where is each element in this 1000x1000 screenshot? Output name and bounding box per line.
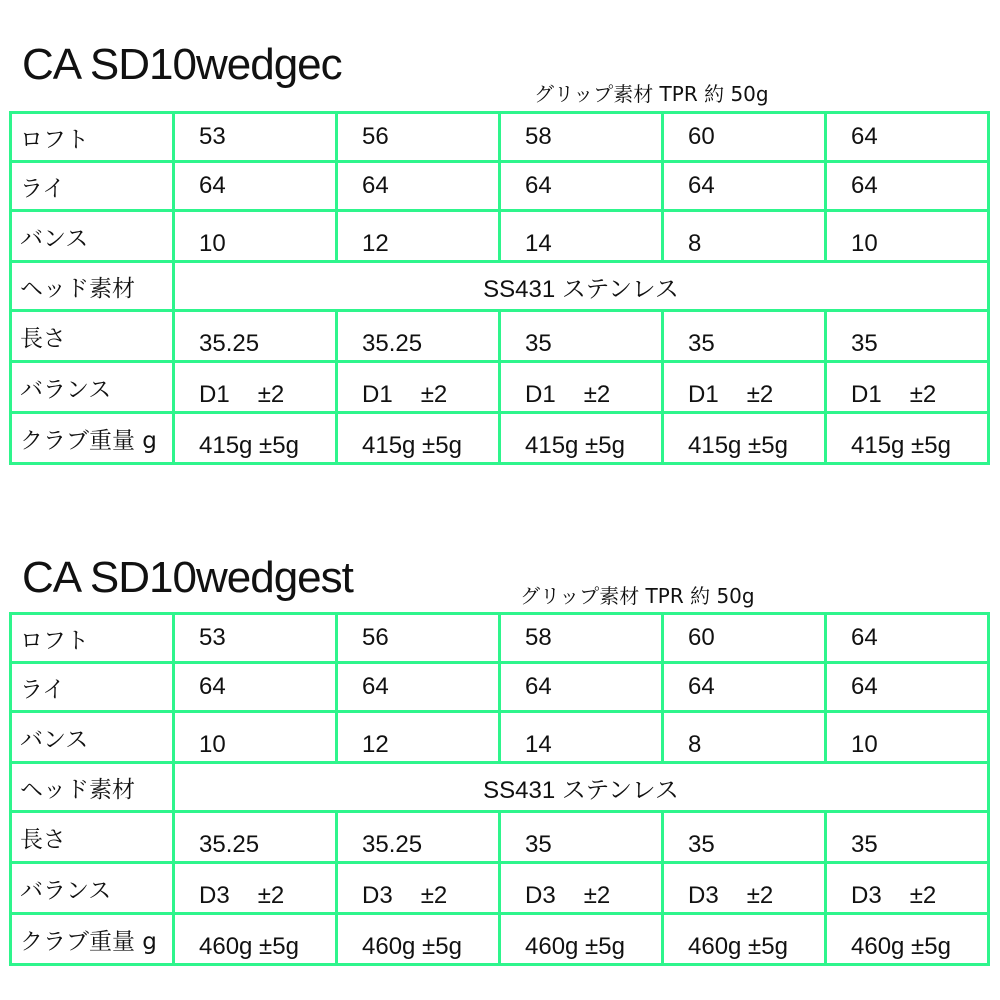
balance-tolerance: ±2 — [420, 381, 448, 408]
table-cell: 8 — [663, 712, 826, 763]
table-row-lie — [11, 663, 989, 712]
table-cell: 58 — [500, 614, 663, 663]
table-cell — [337, 362, 500, 413]
spec-table — [9, 111, 990, 465]
table-cell: 12 — [337, 211, 500, 262]
table-cell: 64 — [500, 162, 663, 211]
table-cell: 415g ±5g — [337, 413, 500, 464]
row-label: バンス — [11, 211, 174, 262]
table-row-balance — [11, 863, 989, 914]
table-cell: 64 — [663, 162, 826, 211]
balance-tolerance: ±2 — [909, 381, 937, 408]
table-cell: 10 — [174, 712, 337, 763]
table-cell: 10 — [826, 211, 989, 262]
table-cell: 64 — [826, 113, 989, 162]
grip-material-note: グリップ素材 TPR 約 50g — [520, 584, 755, 608]
table-cell — [663, 863, 826, 914]
balance-value: D3 — [851, 882, 882, 909]
table-cell: 53 — [174, 614, 337, 663]
table-cell: 35 — [500, 311, 663, 362]
row-label: クラブ重量 g — [11, 413, 174, 464]
table-cell — [174, 863, 337, 914]
table-cell: 35 — [663, 812, 826, 863]
balance-tolerance: ±2 — [909, 882, 937, 909]
table-cell: 10 — [826, 712, 989, 763]
table-cell — [500, 863, 663, 914]
balance-value: D1 — [688, 381, 719, 408]
table-cell-merged: SS431 ステンレス — [174, 262, 989, 311]
table-cell: 35.25 — [174, 311, 337, 362]
table-cell: 14 — [500, 211, 663, 262]
balance-value: D3 — [525, 882, 556, 909]
table-row-loft — [11, 113, 989, 162]
table-row-lie — [11, 162, 989, 211]
balance-tolerance: ±2 — [583, 381, 611, 408]
balance-tolerance: ±2 — [583, 882, 611, 909]
table-cell: 10 — [174, 211, 337, 262]
table-cell: 64 — [663, 663, 826, 712]
table-cell: 56 — [337, 113, 500, 162]
table-cell: 460g ±5g — [337, 914, 500, 965]
table-cell: 35.25 — [337, 311, 500, 362]
table-cell: 415g ±5g — [826, 413, 989, 464]
table-cell: 415g ±5g — [500, 413, 663, 464]
table-cell: 35 — [663, 311, 826, 362]
table-cell: 58 — [500, 113, 663, 162]
table-row-club-weight — [11, 914, 989, 965]
table-cell: 415g ±5g — [663, 413, 826, 464]
grip-material-note: グリップ素材 TPR 約 50g — [534, 82, 769, 106]
balance-tolerance: ±2 — [257, 882, 285, 909]
table-row-head-material — [11, 763, 989, 812]
row-label: バンス — [11, 712, 174, 763]
table-cell-merged: SS431 ステンレス — [174, 763, 989, 812]
balance-value: D3 — [199, 882, 230, 909]
balance-value: D1 — [525, 381, 556, 408]
table-cell: 35 — [826, 311, 989, 362]
row-label: 長さ — [11, 311, 174, 362]
row-label: 長さ — [11, 812, 174, 863]
balance-tolerance: ±2 — [746, 381, 774, 408]
table-cell: 460g ±5g — [826, 914, 989, 965]
row-label: バランス — [11, 863, 174, 914]
table-cell: 64 — [174, 162, 337, 211]
table-cell: 64 — [174, 663, 337, 712]
balance-value: D1 — [199, 381, 230, 408]
table-cell — [826, 863, 989, 914]
table-row-length — [11, 812, 989, 863]
table-cell — [500, 362, 663, 413]
table-cell: 64 — [500, 663, 663, 712]
table-cell: 60 — [663, 113, 826, 162]
balance-value: D1 — [362, 381, 393, 408]
table-cell: 8 — [663, 211, 826, 262]
table-cell: 56 — [337, 614, 500, 663]
table-row-bounce — [11, 211, 989, 262]
table-cell: 35.25 — [174, 812, 337, 863]
table-cell: 12 — [337, 712, 500, 763]
balance-tolerance: ±2 — [746, 882, 774, 909]
table-cell: 60 — [663, 614, 826, 663]
table-cell: 14 — [500, 712, 663, 763]
spec-table — [9, 612, 990, 966]
table-row-head-material — [11, 262, 989, 311]
row-label: ライ — [11, 663, 174, 712]
table-cell: 64 — [337, 162, 500, 211]
table-cell — [174, 362, 337, 413]
balance-tolerance: ±2 — [257, 381, 285, 408]
row-label: ライ — [11, 162, 174, 211]
table-cell — [826, 362, 989, 413]
section-title: CA SD10wedgec — [22, 40, 342, 89]
table-cell: 460g ±5g — [500, 914, 663, 965]
table-cell: 460g ±5g — [174, 914, 337, 965]
table-cell: 460g ±5g — [663, 914, 826, 965]
table-cell: 53 — [174, 113, 337, 162]
row-label: バランス — [11, 362, 174, 413]
table-row-club-weight — [11, 413, 989, 464]
table-cell — [663, 362, 826, 413]
row-label: ロフト — [11, 113, 174, 162]
table-row-bounce — [11, 712, 989, 763]
table-row-balance — [11, 362, 989, 413]
balance-tolerance: ±2 — [420, 882, 448, 909]
balance-value: D3 — [362, 882, 393, 909]
balance-value: D3 — [688, 882, 719, 909]
table-row-length — [11, 311, 989, 362]
row-label: ヘッド素材 — [11, 262, 174, 311]
row-label: クラブ重量 g — [11, 914, 174, 965]
table-cell: 64 — [337, 663, 500, 712]
table-cell: 64 — [826, 162, 989, 211]
row-label: ロフト — [11, 614, 174, 663]
table-cell: 415g ±5g — [174, 413, 337, 464]
table-cell — [337, 863, 500, 914]
table-cell: 64 — [826, 663, 989, 712]
row-label: ヘッド素材 — [11, 763, 174, 812]
table-row-loft — [11, 614, 989, 663]
table-cell: 35 — [500, 812, 663, 863]
table-cell: 35.25 — [337, 812, 500, 863]
table-cell: 35 — [826, 812, 989, 863]
balance-value: D1 — [851, 381, 882, 408]
table-cell: 64 — [826, 614, 989, 663]
section-title: CA SD10wedgest — [22, 553, 353, 602]
